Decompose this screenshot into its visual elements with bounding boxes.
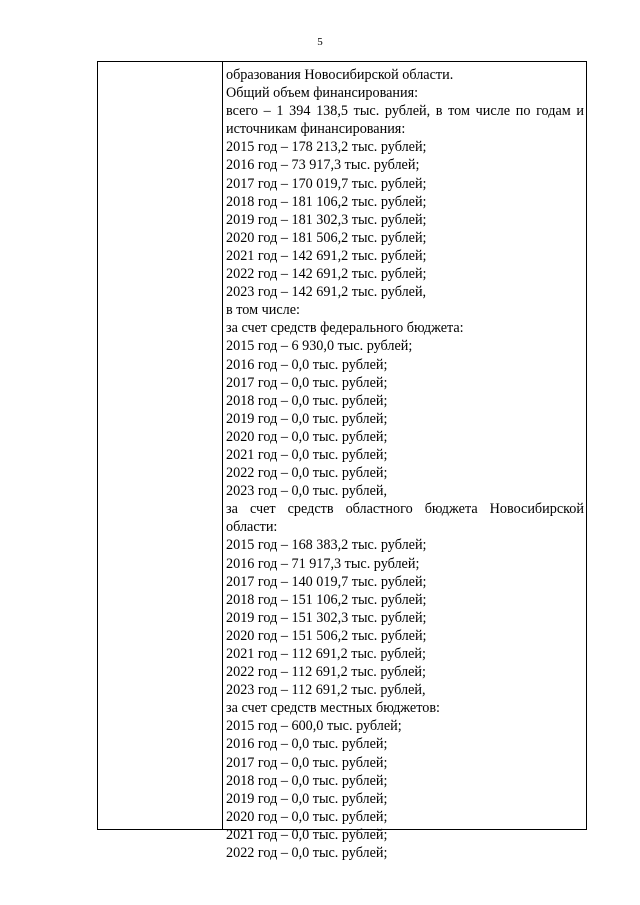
- text-line: 2021 год – 142 691,2 тыс. рублей;: [226, 247, 427, 264]
- text-line: 2022 год – 142 691,2 тыс. рублей;: [226, 266, 427, 283]
- text-line: 2021 год – 0,0 тыс. рублей;: [226, 826, 388, 843]
- text-line: 2017 год – 170 019,7 тыс. рублей;: [226, 175, 427, 192]
- text-line: 2021 год – 0,0 тыс. рублей;: [226, 446, 388, 463]
- text-line: 2020 год – 181 506,2 тыс. рублей;: [226, 229, 427, 246]
- text-line: всего – 1 394 138,5 тыс. рублей, в том числе по годам и: [226, 103, 584, 120]
- table-content-cell: [226, 66, 584, 862]
- text-line: 2017 год – 140 019,7 тыс. рублей;: [226, 573, 427, 590]
- text-line: области:: [226, 519, 278, 536]
- text-line: 2019 год – 0,0 тыс. рублей;: [226, 790, 388, 807]
- text-line: 2023 год – 142 691,2 тыс. рублей,: [226, 284, 427, 301]
- text-line: 2016 год – 0,0 тыс. рублей;: [226, 356, 388, 373]
- text-line: 2017 год – 0,0 тыс. рублей;: [226, 374, 388, 391]
- text-line: 2018 год – 151 106,2 тыс. рублей;: [226, 591, 427, 608]
- text-line: за счет средств областного бюджета Новосибирской: [226, 501, 584, 518]
- text-line: 2021 год – 112 691,2 тыс. рублей;: [226, 646, 426, 662]
- text-line: 2015 год – 600,0 тыс. рублей;: [226, 718, 402, 735]
- text-line: 2018 год – 181 106,2 тыс. рублей;: [226, 193, 427, 210]
- text-line: 2020 год – 151 506,2 тыс. рублей;: [226, 627, 427, 644]
- text-line: образования Новосибирской области.: [226, 67, 454, 83]
- text-line: 2023 год – 112 691,2 тыс. рублей,: [226, 682, 426, 699]
- text-line: 2019 год – 151 302,3 тыс. рублей;: [226, 609, 427, 626]
- text-line: Общий объем финансирования:: [226, 85, 419, 102]
- text-line: 2017 год – 0,0 тыс. рублей;: [226, 754, 388, 771]
- text-line: 2015 год – 178 213,2 тыс. рублей;: [226, 139, 427, 156]
- column-divider: [222, 62, 223, 829]
- page-number: 5: [317, 36, 323, 48]
- text-line: 2022 год – 0,0 тыс. рублей;: [226, 845, 388, 862]
- text-line: за счет средств местных бюджетов:: [226, 700, 440, 717]
- text-line: 2020 год – 0,0 тыс. рублей;: [226, 808, 388, 825]
- text-line: 2015 год – 168 383,2 тыс. рублей;: [226, 537, 427, 554]
- text-line: 2018 год – 0,0 тыс. рублей;: [226, 772, 388, 789]
- financing-table: [97, 61, 587, 862]
- text-line: 2020 год – 0,0 тыс. рублей;: [226, 428, 388, 445]
- text-line: 2016 год – 0,0 тыс. рублей;: [226, 736, 388, 753]
- text-line: 2023 год – 0,0 тыс. рублей,: [226, 483, 388, 500]
- text-line: 2022 год – 0,0 тыс. рублей;: [226, 465, 388, 482]
- text-line: источникам финансирования:: [226, 121, 406, 138]
- text-line: 2019 год – 0,0 тыс. рублей;: [226, 410, 388, 427]
- table-left-cell: [98, 62, 222, 829]
- text-line: в том числе:: [226, 302, 300, 319]
- text-line: 2018 год – 0,0 тыс. рублей;: [226, 392, 388, 409]
- text-line: 2016 год – 71 917,3 тыс. рублей;: [226, 555, 420, 572]
- text-line: за счет средств федерального бюджета:: [226, 320, 464, 337]
- text-line: 2016 год – 73 917,3 тыс. рублей;: [226, 157, 420, 174]
- text-line: 2022 год – 112 691,2 тыс. рублей;: [226, 664, 426, 681]
- text-line: 2019 год – 181 302,3 тыс. рублей;: [226, 211, 427, 228]
- text-line: 2015 год – 6 930,0 тыс. рублей;: [226, 338, 413, 355]
